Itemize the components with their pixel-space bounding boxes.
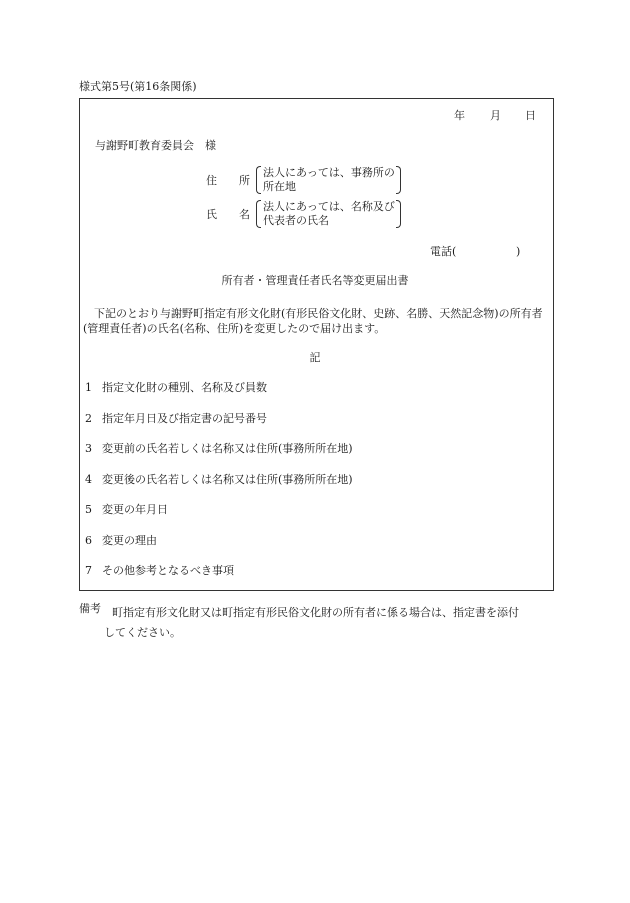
address-note (256, 166, 401, 194)
form-number: 様式第5号(第16条関係) (79, 80, 197, 93)
date-year-label: 年 (454, 109, 465, 122)
document-title: 所有者・管理責任者氏名等変更届出書 (221, 274, 409, 287)
name-note (256, 200, 401, 228)
item-number: 1 (85, 381, 92, 394)
address-label: 住 所 (206, 174, 250, 187)
addressee: 与謝野町教育委員会 様 (95, 139, 216, 152)
left-bracket (256, 200, 261, 228)
item-number: 6 (85, 534, 92, 547)
right-bracket (396, 200, 401, 228)
right-bracket (396, 166, 401, 194)
item-text: 変更前の氏名若しくは名称又は住所(事務所所在地) (102, 442, 353, 455)
item-number: 4 (85, 473, 92, 486)
item-text: 変更の年月日 (102, 503, 168, 516)
remarks-text (104, 603, 557, 643)
address-note-line: 所在地 (263, 180, 296, 193)
remarks-line: してください。 (104, 626, 181, 639)
item-text: 変更後の氏名若しくは名称又は住所(事務所所在地) (102, 473, 353, 486)
item-number: 7 (85, 564, 92, 577)
body-paragraph: 下記のとおり与謝野町指定有形文化財(有形民俗文化財、史跡、名勝、天然記念物)の所有者(管理責任者)の氏名(名称、住所)を変更したので届け出ます。 (83, 307, 543, 335)
name-note-line: 法人にあっては、名称及び (263, 200, 395, 213)
item-number: 2 (85, 412, 92, 425)
phone-close-paren: ) (516, 245, 521, 258)
ki-heading: 記 (309, 351, 321, 364)
item-number: 5 (85, 503, 92, 516)
item-number: 3 (85, 442, 92, 455)
item-text: その他参考となるべき事項 (102, 564, 234, 577)
name-label: 氏 名 (206, 208, 250, 221)
date-month-label: 月 (490, 109, 501, 122)
remarks-label: 備考 (79, 602, 101, 615)
date-day-label: 日 (525, 109, 536, 122)
address-note-line: 法人にあっては、事務所の (263, 166, 395, 179)
name-note-line: 代表者の氏名 (263, 214, 329, 227)
item-text: 指定年月日及び指定書の記号番号 (102, 412, 267, 425)
phone-label: 電話( (430, 245, 457, 258)
item-text: 指定文化財の種別、名称及び員数 (102, 381, 267, 394)
left-bracket (256, 166, 261, 194)
remarks-line: 町指定有形文化財又は町指定有形民俗文化財の所有者に係る場合は、指定書を添付 (112, 606, 519, 619)
item-text: 変更の理由 (102, 534, 157, 547)
